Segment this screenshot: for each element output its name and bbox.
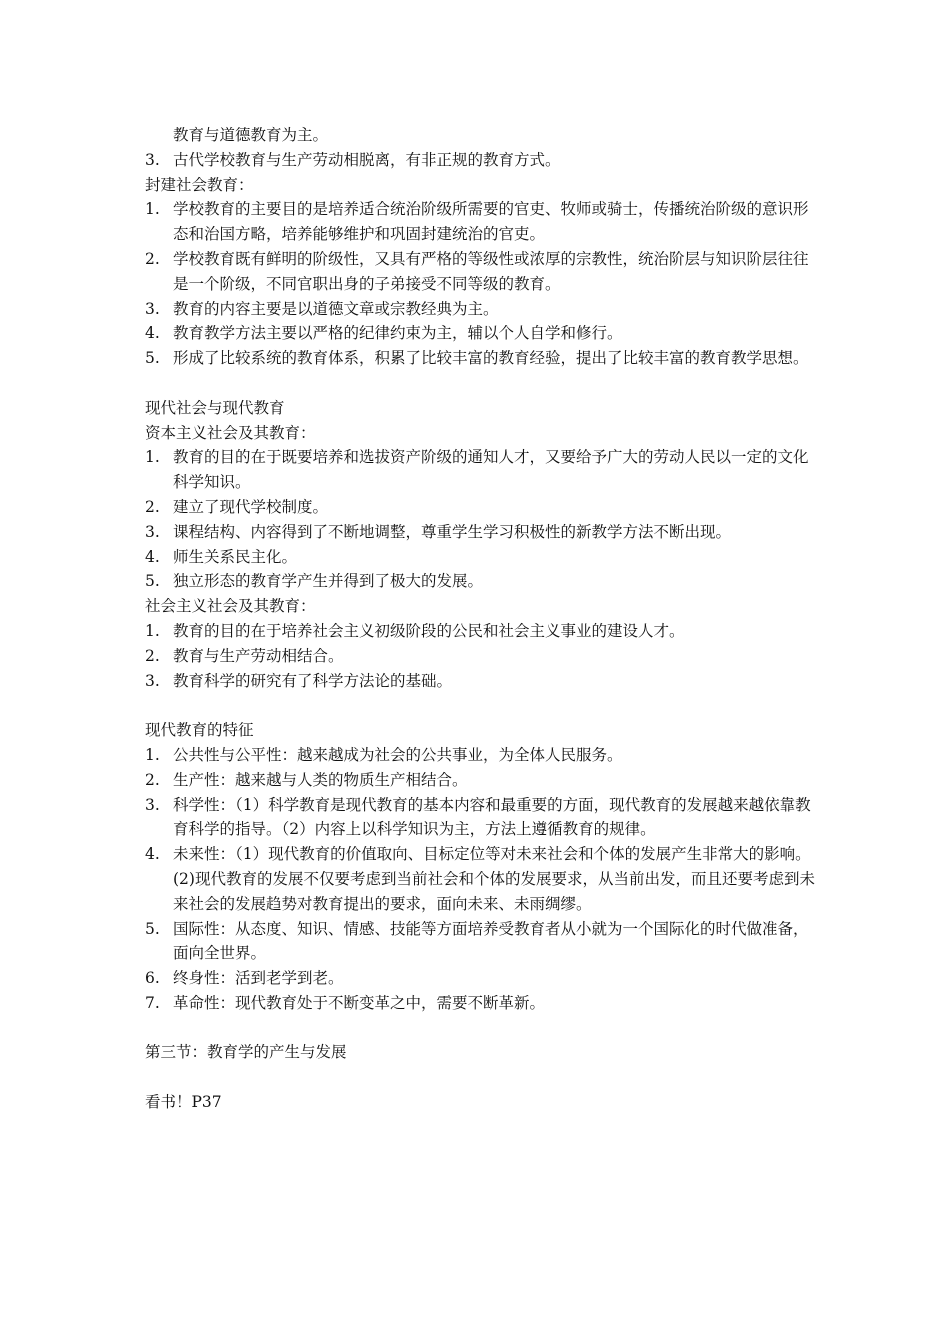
- list-item: [145, 569, 815, 594]
- list-item: [145, 966, 815, 991]
- section-heading-capitalist: 资本主义社会及其教育：: [145, 423, 316, 442]
- list-number: 4.: [145, 845, 160, 864]
- list-text: 国际性：从态度、知识、情感、技能等方面培养受教育者从小就为一个国际化的时代做准备，面向全世界。: [173, 919, 809, 963]
- continuation-line: 教育与道德教育为主。: [173, 126, 329, 144]
- list-item: [145, 743, 815, 768]
- list-text: 科学性：（1）科学教育是现代教育的基本内容和最重要的方面，现代教育的发展越来越依靠教育科学的指导。（2）内容上以科学知识为主，方法上遵循教育的规律。: [173, 795, 811, 839]
- list-item: [145, 793, 815, 843]
- section-heading-section3: 第三节：教育学的产生与发展: [145, 1043, 347, 1062]
- read-book-note: 看书！P37: [145, 1093, 222, 1112]
- list-number: 2.: [145, 249, 160, 268]
- list-item: [145, 842, 815, 916]
- list-number: 3.: [145, 795, 160, 814]
- list-text: 学校教育的主要目的是培养适合统治阶级所需要的官吏、牧师或骑士，传播统治阶级的意识形态和治国方略，培养能够维护和巩固封建统治的官吏。: [173, 200, 809, 244]
- list-item: [145, 644, 815, 669]
- list-text: 形成了比较系统的教育体系，积累了比较丰富的教育经验，提出了比较丰富的教育教学思想。: [173, 349, 809, 368]
- list-number: 6.: [145, 969, 160, 988]
- list-text: 革命性：现代教育处于不断变革之中，需要不断革新。: [173, 993, 546, 1012]
- list-number: 1.: [145, 621, 160, 640]
- list-item: [145, 321, 815, 346]
- list-number: 4.: [145, 547, 160, 566]
- list-item: [145, 768, 815, 793]
- section-heading-modern: 现代社会与现代教育: [145, 398, 285, 417]
- list-text: 未来性：（1）现代教育的价值取向、目标定位等对未来社会和个体的发展产生非常大的影响。(2)现代教育的发展不仅要考虑到当前社会和个体的发展要求，从当前出发，而且还要考虑到未来社会的发展趋势对教育提出的要求，面向未来、未雨绸缪。: [173, 845, 815, 913]
- section-heading-features: 现代教育的特征: [145, 721, 254, 740]
- list-text: 教育的目的在于培养社会主义初级阶段的公民和社会主义事业的建设人才。: [173, 621, 685, 640]
- list-text: 师生关系民主化。: [173, 547, 298, 566]
- list-number: 1.: [145, 448, 160, 467]
- list-number: 3.: [145, 522, 160, 541]
- list-item: [145, 346, 815, 371]
- list-item: [145, 148, 815, 173]
- list-text: 古代学校教育与生产劳动相脱离，有非正规的教育方式。: [173, 150, 561, 169]
- list-text: 教育与生产劳动相结合。: [173, 646, 344, 665]
- list-text: 独立形态的教育学产生并得到了极大的发展。: [173, 572, 484, 591]
- list-item: [145, 197, 815, 247]
- list-number: 2.: [145, 646, 160, 665]
- list-number: 3.: [145, 299, 160, 318]
- blank-line: [145, 1065, 815, 1090]
- list-item: [145, 917, 815, 967]
- list-number: 7.: [145, 993, 160, 1012]
- list-number: 4.: [145, 324, 160, 343]
- list-text: 课程结构、内容得到了不断地调整，尊重学生学习积极性的新教学方法不断出现。: [173, 522, 732, 541]
- section-heading-socialist: 社会主义社会及其教育：: [145, 597, 316, 616]
- list-item: [145, 495, 815, 520]
- list-item: [145, 247, 815, 297]
- list-text: 生产性：越来越与人类的物质生产相结合。: [173, 770, 468, 789]
- list-number: 5.: [145, 572, 160, 591]
- list-text: 教育教学方法主要以严格的纪律约束为主，辅以个人自学和修行。: [173, 324, 623, 343]
- list-text: 教育的目的在于既要培养和选拔资产阶级的通知人才，又要给予广大的劳动人民以一定的文化科学知识。: [173, 448, 809, 492]
- list-item: [145, 991, 815, 1016]
- list-item: [145, 520, 815, 545]
- list-text: 教育科学的研究有了科学方法论的基础。: [173, 671, 453, 690]
- list-number: 1.: [145, 745, 160, 764]
- list-number: 3.: [145, 150, 160, 169]
- list-number: 3.: [145, 671, 160, 690]
- list-number: 5.: [145, 919, 160, 938]
- blank-line: [145, 371, 815, 396]
- list-item: [145, 445, 815, 495]
- section-heading-feudal: 封建社会教育：: [145, 175, 254, 194]
- list-number: 1.: [145, 200, 160, 219]
- list-number: 2.: [145, 770, 160, 789]
- list-text: 终身性：活到老学到老。: [173, 969, 344, 988]
- list-text: 公共性与公平性：越来越成为社会的公共事业，为全体人民服务。: [173, 745, 623, 764]
- list-item: [145, 669, 815, 694]
- list-number: 5.: [145, 349, 160, 368]
- blank-line: [145, 1016, 815, 1041]
- list-item: [145, 545, 815, 570]
- list-item: [145, 297, 815, 322]
- list-text: 建立了现代学校制度。: [173, 497, 329, 516]
- list-text: 教育的内容主要是以道德文章或宗教经典为主。: [173, 299, 499, 318]
- list-text: 学校教育既有鲜明的阶级性，又具有严格的等级性或浓厚的宗教性，统治阶层与知识阶层往往是一个阶级，不同官职出身的子弟接受不同等级的教育。: [173, 249, 809, 293]
- blank-line: [145, 693, 815, 718]
- list-number: 2.: [145, 497, 160, 516]
- list-item: [145, 619, 815, 644]
- document-content: [145, 123, 815, 1115]
